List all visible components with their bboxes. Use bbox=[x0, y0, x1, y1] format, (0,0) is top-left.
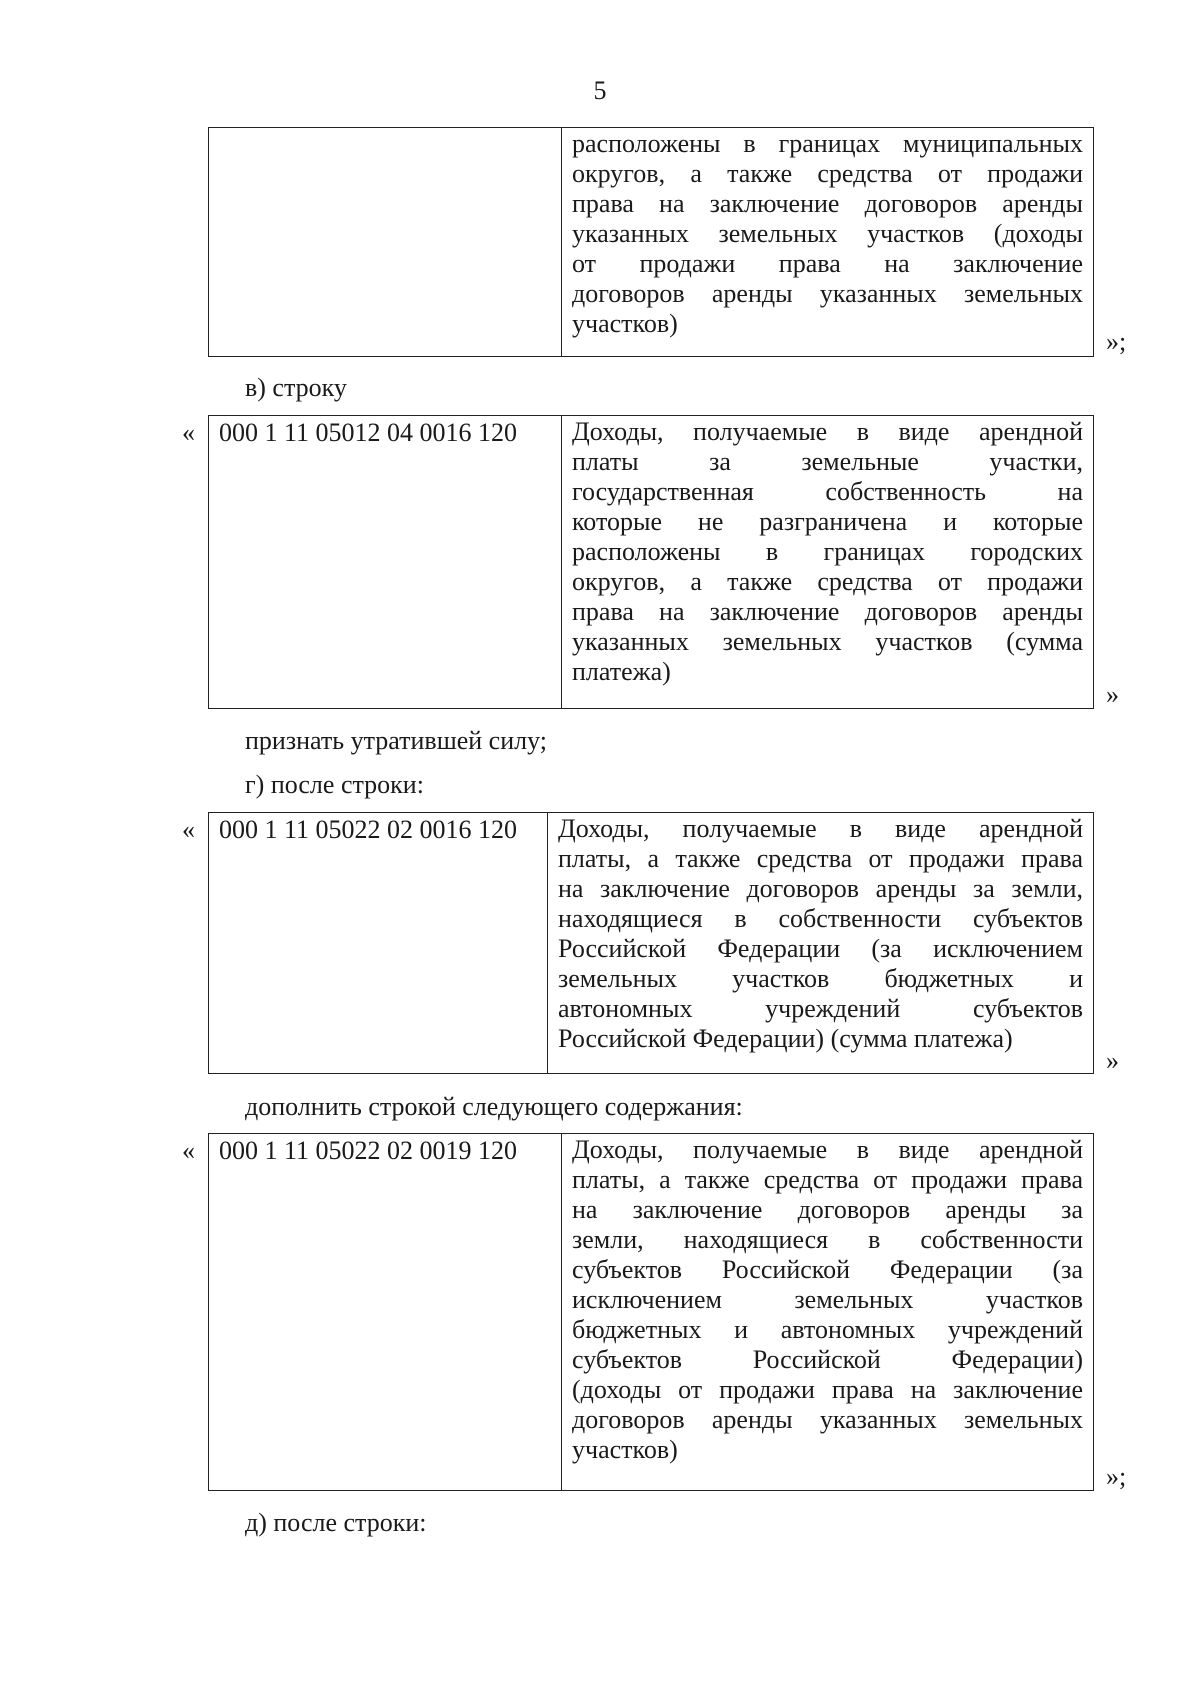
description-line: указанных земельных участков (доходы bbox=[572, 219, 1083, 248]
description-line: Доходы, получаемые в виде арендной bbox=[572, 417, 1083, 446]
description-line: Российской Федерации) (сумма платежа) bbox=[558, 1024, 1013, 1053]
opening-quote: « bbox=[182, 418, 195, 447]
description-line: на заключение договоров аренды за земли, bbox=[558, 874, 1083, 903]
paragraph-g: г) после строки: bbox=[245, 770, 424, 799]
description-line: (доходы от продажи права на заключение bbox=[572, 1375, 1083, 1404]
description-line: платы, а также средства от продажи права bbox=[572, 1165, 1083, 1194]
opening-quote: « bbox=[182, 1136, 195, 1165]
description-cell bbox=[548, 813, 1093, 1073]
description-line: государственная собственность на bbox=[572, 477, 1083, 506]
description-line: расположены в границах городских bbox=[572, 537, 1083, 566]
table-row-05012 bbox=[208, 415, 1094, 709]
closing-quote: »; bbox=[1106, 327, 1127, 356]
description-line: Российской Федерации (за исключением bbox=[558, 934, 1083, 963]
description-line: участков) bbox=[572, 309, 678, 338]
closing-quote: » bbox=[1106, 680, 1119, 709]
description-line: субъектов Российской Федерации) bbox=[572, 1345, 1083, 1374]
description-line: бюджетных и автономных учреждений bbox=[572, 1315, 1083, 1344]
closing-quote: »; bbox=[1106, 1462, 1127, 1491]
table-row-continuation bbox=[208, 127, 1094, 357]
paragraph-priznat: признать утратившей силу; bbox=[245, 726, 547, 755]
paragraph-dopolnit: дополнить строкой следующего содержания: bbox=[245, 1092, 743, 1121]
description-cell bbox=[562, 1134, 1093, 1490]
page-number: 5 bbox=[593, 76, 607, 105]
code-cell bbox=[209, 128, 562, 356]
description-line: расположены в границах муниципальных bbox=[572, 129, 1083, 158]
table-row-05022-0016 bbox=[208, 812, 1094, 1074]
description-line: платы, а также средства от продажи права bbox=[558, 844, 1083, 873]
code-cell: 000 1 11 05022 02 0019 120 bbox=[209, 1134, 562, 1490]
description-line: округов, а также средства от продажи bbox=[572, 159, 1083, 188]
description-line: указанных земельных участков (сумма bbox=[572, 627, 1083, 656]
description-line: земли, находящиеся в собственности bbox=[572, 1225, 1083, 1254]
paragraph-d: д) после строки: bbox=[245, 1508, 427, 1537]
description-cell bbox=[562, 416, 1093, 708]
closing-quote: » bbox=[1106, 1046, 1119, 1075]
opening-quote: « bbox=[182, 815, 195, 844]
description-line: платежа) bbox=[572, 657, 671, 686]
code-cell: 000 1 11 05022 02 0016 120 bbox=[209, 813, 548, 1073]
description-line: на заключение договоров аренды за bbox=[572, 1195, 1083, 1224]
description-line: права на заключение договоров аренды bbox=[572, 189, 1083, 218]
description-line: земельных участков бюджетных и bbox=[558, 964, 1083, 993]
description-line: Доходы, получаемые в виде арендной bbox=[572, 1135, 1083, 1164]
paragraph-v: в) строку bbox=[245, 373, 347, 402]
description-line: находящиеся в собственности субъектов bbox=[558, 904, 1083, 933]
description-line: автономных учреждений субъектов bbox=[558, 994, 1083, 1023]
description-line: договоров аренды указанных земельных bbox=[572, 279, 1083, 308]
description-line: Доходы, получаемые в виде арендной bbox=[558, 814, 1083, 843]
description-line: договоров аренды указанных земельных bbox=[572, 1405, 1083, 1434]
description-line: округов, а также средства от продажи bbox=[572, 567, 1083, 596]
code-cell: 000 1 11 05012 04 0016 120 bbox=[209, 416, 562, 708]
description-line: участков) bbox=[572, 1435, 678, 1464]
table-row-05022-0019 bbox=[208, 1133, 1094, 1491]
description-line: платы за земельные участки, bbox=[572, 447, 1083, 476]
description-line: субъектов Российской Федерации (за bbox=[572, 1255, 1083, 1284]
description-cell bbox=[562, 128, 1093, 356]
description-line: которые не разграничена и которые bbox=[572, 507, 1083, 536]
description-line: от продажи права на заключение bbox=[572, 249, 1083, 278]
description-line: права на заключение договоров аренды bbox=[572, 597, 1083, 626]
description-line: исключением земельных участков bbox=[572, 1285, 1083, 1314]
